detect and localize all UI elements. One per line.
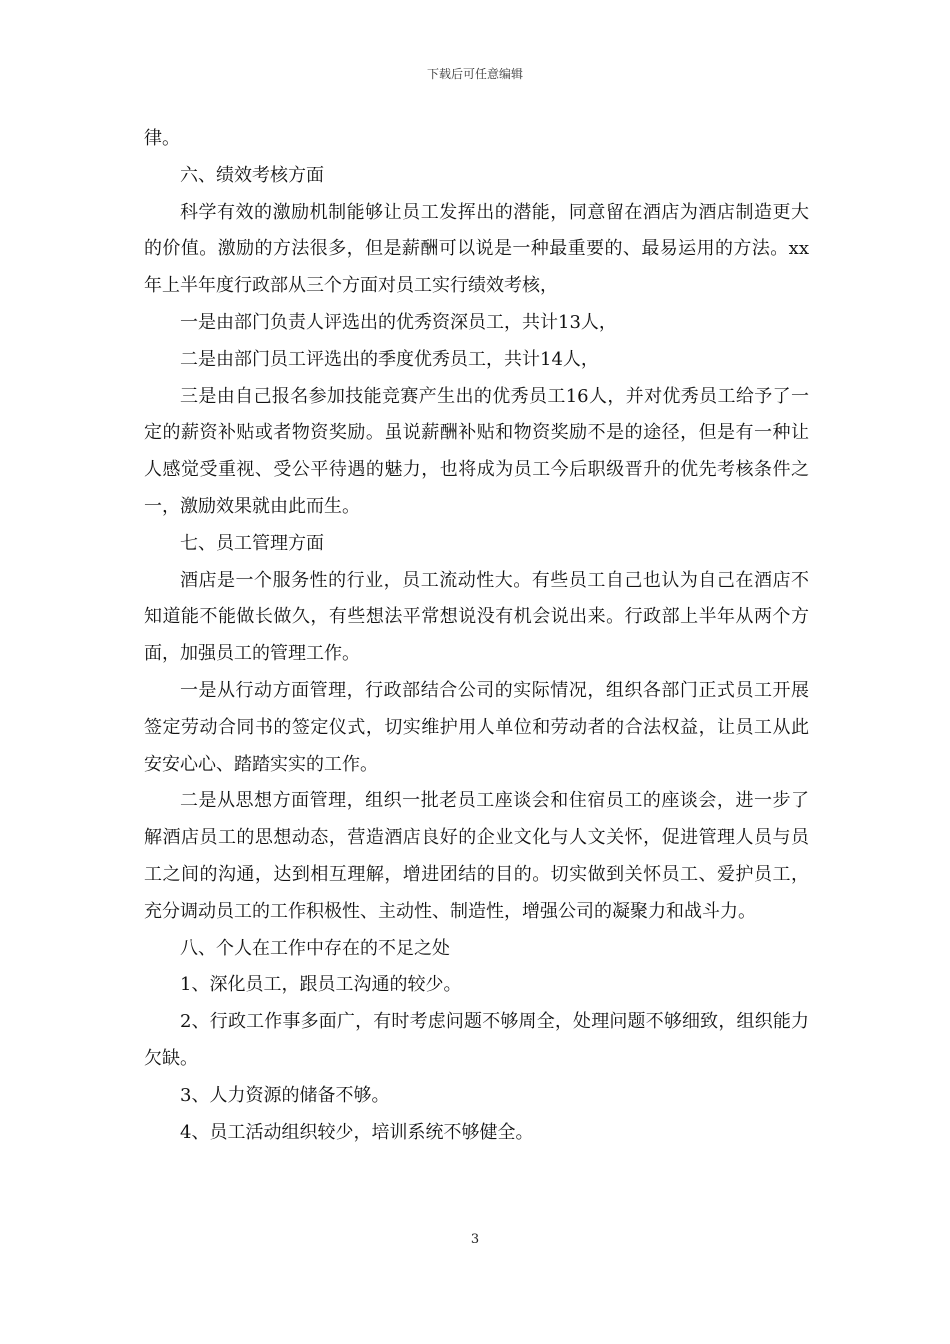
- paragraph: 酒店是一个服务性的行业，员工流动性大。有些员工自己也认为自己在酒店不知道能不能做长做久，有些想法平常想说没有机会说出来。行政部上半年从两个方面，加强员工的管理工作。: [144, 569, 809, 665]
- paragraph: 二是由部门员工评选出的季度优秀员工，共计14人，: [180, 348, 599, 370]
- list-item: 3、人力资源的储备不够。: [180, 1084, 390, 1106]
- paragraph: 三是由自己报名参加技能竞赛产生出的优秀员工16人，并对优秀员工给予了一定的薪资补贴或者物资奖励。虽说薪酬补贴和物资奖励不是的途径，但是有一种让人感觉受重视、受公平待遇的魅力，也将成为员工今后职级晋升的优先考核条件之一，激励效果就由此而生。: [144, 385, 809, 517]
- paragraph: 二是从思想方面管理，组织一批老员工座谈会和住宿员工的座谈会，进一步了解酒店员工的思想动态，营造酒店良好的企业文化与人文关怀，促进管理人员与员工之间的沟通，达到相互理解，增进团结的目的。切实做到关怀员工、爱护员工，充分调动员工的工作积极性、主动性、制造性，增强公司的凝聚力和战斗力。: [144, 790, 809, 922]
- section-heading: 六、绩效考核方面: [180, 164, 324, 186]
- document-body: [144, 121, 809, 1151]
- paragraph: 一是由部门负责人评选出的优秀资深员工，共计13人，: [180, 311, 617, 333]
- list-item: 2、行政工作事多面广，有时考虑问题不够周全，处理问题不够细致，组织能力欠缺。: [144, 1011, 809, 1069]
- section-heading: 八、个人在工作中存在的不足之处: [180, 937, 450, 959]
- page-header: 下载后可任意编辑: [426, 67, 523, 81]
- page-number: 3: [470, 1232, 480, 1247]
- paragraph: 科学有效的激励机制能够让员工发挥出的潜能，同意留在酒店为酒店制造更大的价值。激励的方法很多，但是薪酬可以说是一种最重要的、最易运用的方法。xx年上半年度行政部从三个方面对员工实行绩效考核，: [144, 201, 809, 297]
- list-item: 1、深化员工，跟员工沟通的较少。: [180, 974, 462, 996]
- paragraph: 一是从行动方面管理，行政部结合公司的实际情况，组织各部门正式员工开展签定劳动合同书的签定仪式，切实维护用人单位和劳动者的合法权益，让员工从此安安心心、踏踏实实的工作。: [144, 679, 809, 775]
- paragraph: 律。: [144, 128, 180, 149]
- list-item: 4、员工活动组织较少，培训系统不够健全。: [180, 1121, 534, 1143]
- section-heading: 七、员工管理方面: [180, 532, 324, 554]
